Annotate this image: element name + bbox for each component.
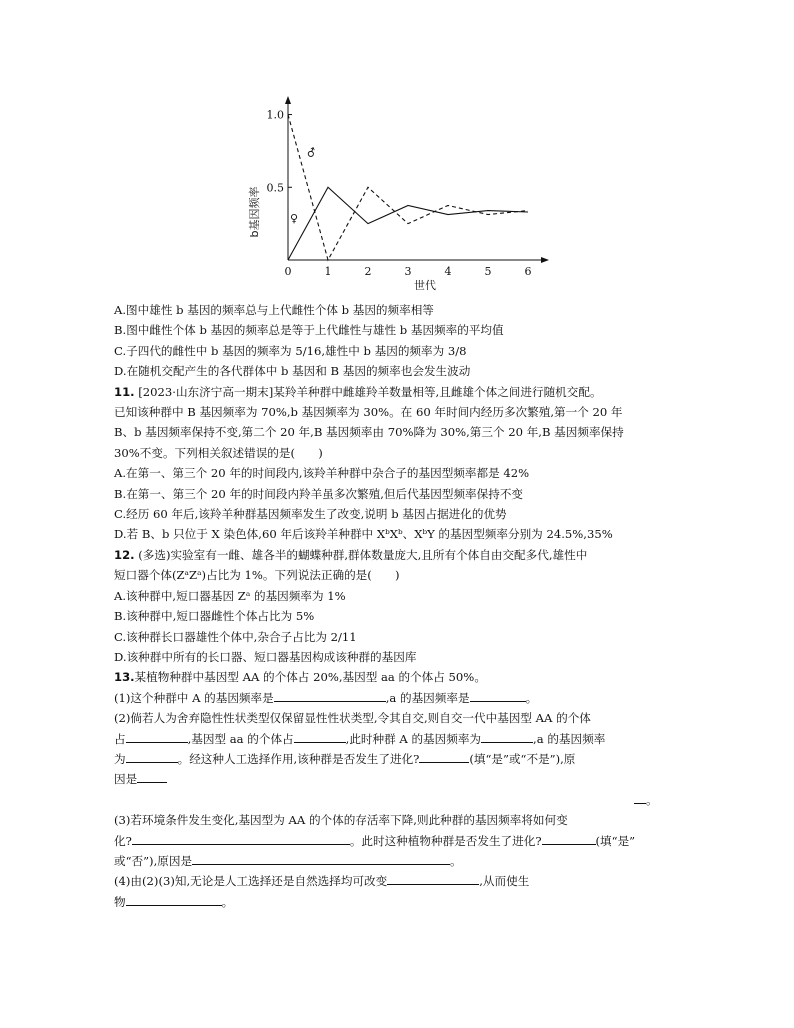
q13-part-4-line-2 (114, 892, 694, 912)
x-tick-label: 5 (484, 265, 492, 278)
q13-p4-text-c: 物 (114, 894, 126, 909)
q13-p3-text-e: 。 (450, 853, 462, 868)
x-tick-label: 2 (364, 265, 372, 278)
answer-blank-frequency-change[interactable] (132, 831, 350, 845)
q13-stem-text: 某植物种群中基因型 AA 的个体占 20%,基因型 aa 的个体占 50%。 (134, 670, 486, 685)
x-tick-label: 1 (324, 265, 332, 278)
answer-blank-a-frequency[interactable] (470, 688, 526, 702)
q12-option-b: B.该种群中,短口器雌性个体占比为 5% (114, 609, 315, 624)
answer-blank-gene-frequency[interactable] (387, 871, 479, 885)
x-tick-label: 0 (284, 265, 292, 278)
y-axis-arrow (285, 96, 291, 104)
q11-option-b: B.在第一、第三个 20 年的时间段内羚羊虽多次繁殖,但后代基因型频率保持不变 (114, 486, 524, 501)
answer-blank-evolved[interactable] (419, 749, 469, 763)
q13-p2-text-e: 为 (114, 751, 126, 766)
q12-stem-text-1: (多选)实验室有一雌、雄各半的蝴蝶种群,群体数量庞大,且所有个体自由交配多代,雄性中 (138, 547, 588, 562)
q13-p2-text-d: ,a 的基因频率 (533, 731, 606, 746)
q12-option-a: A.该种群中,短口器基因 Zᵃ 的基因频率为 1% (114, 588, 346, 603)
q13-p1-text-a: (1)这个种群中 A 的基因频率是 (114, 690, 274, 705)
y-tick-label: 0.5 (266, 181, 284, 195)
q11-stem-line-1 (114, 382, 694, 402)
q13-p2-text-f: 。经这种人工选择作用,该种群是否发生了进化? (177, 751, 420, 766)
q13-part-1 (114, 688, 694, 708)
q12-option-d: D.该种群中所有的长口器、短口器基因构成该种群的基因库 (114, 649, 417, 664)
answer-blank-reason-end[interactable] (634, 790, 646, 804)
y-tick-label: 1.0 (266, 108, 284, 122)
q13-p4-text-d: 。 (221, 894, 234, 909)
female-symbol: ♀ (290, 212, 299, 225)
answer-blank-AA-ratio[interactable] (126, 729, 188, 743)
q13-p4-text-a: (4)由(2)(3)知,无论是人工选择还是自然选择均可改变 (114, 874, 388, 889)
q13-p2-text-h: 因是 (114, 772, 138, 787)
q12-option-c: C.该种群长口器雄性个体中,杂合子占比为 2/11 (114, 629, 357, 644)
answer-blank-evolve[interactable] (126, 892, 222, 906)
q11-option-a: A.在第一、第三个 20 年的时间段内,该羚羊种群中杂合子的基因型频率都是 42% (114, 466, 530, 481)
q12-stem-line-1 (114, 545, 694, 565)
q12-number: 12. (114, 547, 135, 562)
q13-p1-text-c: 。 (525, 690, 538, 705)
q13-p3-text-d: 或“否”),原因是 (114, 853, 193, 868)
answer-blank-reason-2[interactable] (192, 851, 450, 865)
q10-option-a: A.图中雄性 b 基因的频率总与上代雌性个体 b 基因的频率相等 (114, 303, 434, 317)
q13-part-3-line-1: (3)若环境条件发生变化,基因型为 AA 的个体的存活率下降,则此种群的基因频率将如何变 (114, 813, 568, 828)
q10-option-b: B.图中雌性个体 b 基因的频率总是等于上代雌性与雄性 b 基因频率的平均值 (114, 323, 504, 338)
q13-stem (114, 667, 694, 687)
x-tick-label: 4 (444, 265, 452, 278)
q13-p4-text-b: ,从而使生 (479, 874, 530, 889)
q11-option-c: C.经历 60 年后,该羚羊种群基因频率发生了改变,说明 b 基因占据进化的优势 (114, 507, 507, 522)
q13-part-3-line-3 (114, 851, 694, 871)
questions-block (114, 300, 694, 912)
x-axis-arrow (541, 257, 549, 263)
question-12 (114, 545, 694, 667)
answer-blank-a-frequency-2[interactable] (126, 749, 178, 763)
question-10-options (114, 300, 694, 382)
answer-blank-evolved-2[interactable] (542, 831, 596, 845)
q13-part-2-line-3 (114, 749, 694, 769)
q11-stem-text-1: [2023·山东济宁高一期末]某羚羊种群中雌雄羚羊数量相等,且雌雄个体之间进行随机交配。 (138, 384, 602, 399)
x-axis-label: 世代 (414, 279, 436, 292)
q11-stem-line-3: B、b 基因频率保持不变,第二个 20 年,B 基因频率由 70%降为 30%,第三个 20 年,B 基因频率保持 (114, 425, 624, 440)
q13-p3-text-b: 。此时这种植物种群是否发生了进化? (349, 833, 542, 848)
q13-p3-text-c: (填“是” (595, 833, 636, 848)
q10-option-d: D.在随机交配产生的各代群体中 b 基因和 B 基因的频率也会发生波动 (114, 364, 471, 379)
q11-stem-line-2: 已知该种群中 B 基因频率为 70%,b 基因频率为 30%。在 60 年时间内经历多次繁殖,第一个 20 年 (114, 405, 623, 420)
q13-part-4-line-1 (114, 871, 694, 891)
series-line-male (288, 115, 528, 260)
q13-p2-text-b: ,基因型 aa 的个体占 (187, 731, 294, 746)
x-tick-label: 3 (404, 265, 412, 278)
question-11 (114, 382, 694, 545)
q12-stem-line-2: 短口器个体(ZᵃZᵃ)占比为 1%。下列说法正确的是( ) (114, 568, 400, 583)
q13-p2-text-g: (填“是”或“不是”),原 (469, 751, 576, 766)
answer-blank-A-frequency[interactable] (274, 688, 386, 702)
b-gene-frequency-chart (240, 92, 560, 297)
q13-p2-text-c: ,此时种群 A 的基因频率为 (345, 731, 482, 746)
q11-number: 11. (114, 384, 135, 399)
answer-blank-A-frequency-2[interactable] (481, 729, 533, 743)
chart-svg (240, 92, 560, 297)
q13-p2-text-end: 。 (646, 792, 658, 807)
answer-blank-aa-ratio[interactable] (294, 729, 346, 743)
answer-blank-reason[interactable] (137, 769, 167, 783)
q13-part-2-line-4 (114, 769, 694, 789)
q10-option-c: C.子四代的雌性中 b 基因的频率为 5/16,雄性中 b 基因的频率为 3/8 (114, 343, 467, 358)
q13-number: 13. (114, 670, 135, 685)
x-tick-label: 6 (524, 265, 532, 278)
male-symbol: ♂ (304, 144, 319, 161)
q13-part-2-line-1: (2)倘若人为舍弃隐性性状类型仅保留显性性状类型,令其自交,则自交一代中基因型 AA 的个体 (114, 711, 591, 726)
y-axis-label: b基因频率 (248, 186, 261, 238)
q13-part-2-line-5 (114, 790, 694, 810)
question-13 (114, 667, 694, 912)
q13-part-3-line-2 (114, 831, 694, 851)
q13-p1-text-b: ,a 的基因频率是 (385, 690, 470, 705)
q13-p2-text-a: 占 (114, 731, 126, 746)
q13-p3-text-a: 化? (114, 833, 132, 848)
q13-part-2-line-2 (114, 729, 694, 749)
q11-stem-line-4: 30%不变。下列相关叙述错误的是( ) (114, 445, 323, 460)
q11-option-d: D.若 B、b 只位于 X 染色体,60 年后该羚羊种群中 XᵇXᵇ、XᵇY 的基因型频率分别为 24.5%,35% (114, 527, 613, 542)
